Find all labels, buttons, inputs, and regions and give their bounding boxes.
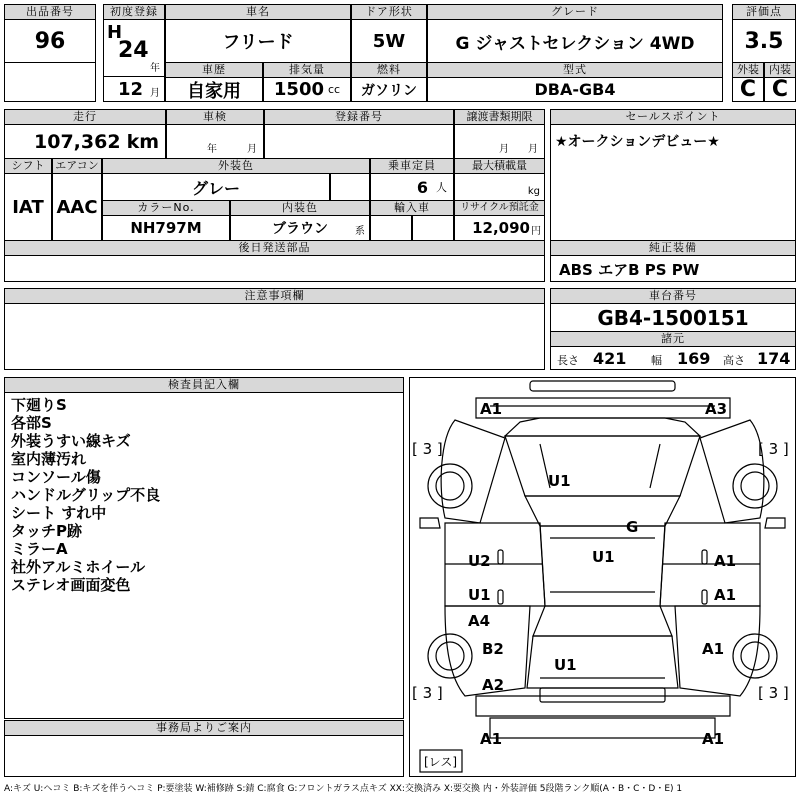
damage-right-front-door: A1 [714,552,737,570]
inspector-note: タッチP跡 [11,522,82,540]
door-type-label: ドア形状 [351,4,427,20]
car-outline-diagram [410,378,795,776]
inspector-notes [4,392,404,719]
grade: G ジャストセレクション 4WD [427,19,723,63]
sales-point-label: セールスポイント [550,109,796,125]
exterior-color: グレー [102,173,330,201]
interior-grade-label: 内装 [764,62,796,78]
later-parts-label: 後日発送部品 [4,240,545,256]
length-label: 長さ [557,354,579,367]
damage-left-rear-corner: A2 [482,676,505,694]
shift: IAT [4,173,52,241]
inspection-year-unit: 年 [207,144,217,155]
shift-label: シフト [4,158,52,174]
exterior-color-blank [330,173,370,201]
notes-label: 注意事項欄 [4,288,545,304]
damage-roof: U1 [592,548,615,566]
first-registration-year-cell [103,19,165,77]
era: H [107,22,123,43]
notes [4,303,545,370]
damage-right-quarter: A1 [702,640,725,658]
damage-left-quarter: B2 [482,640,504,658]
car-name-label: 車名 [165,4,351,20]
registration-number [264,124,454,159]
damage-rear-right: A1 [702,730,725,748]
car-name: フリード [165,19,351,63]
inspection-cell [166,124,264,159]
tire-rear-left: [ 3 ] [412,684,443,702]
spare-tire: [レス] [424,755,458,769]
capacity: 6 [416,177,428,197]
inspector-note: 下廻りS [11,396,67,414]
specs-label: 諸元 [550,331,796,347]
fuel: ガソリン [351,77,427,102]
inspector-note: ハンドルグリップ不良 [11,486,161,504]
kg-unit: kg [527,186,540,197]
displacement-cell [263,77,351,102]
door-type: 5W [351,19,427,63]
first-registration-label: 初度登録 [103,4,165,20]
exterior-grade: C [732,77,764,102]
registration-year: 24 [118,38,149,63]
damage-left-front-door: U2 [468,552,491,570]
inspector-notes-label: 検査員記入欄 [4,377,404,393]
height-label: 高さ [723,354,745,367]
tire-front-right: [ 3 ] [758,440,789,458]
width: 169 [677,349,711,368]
displacement-label: 排気量 [263,62,351,78]
model-code-label: 型式 [427,62,723,78]
first-registration-month-cell [103,76,165,102]
inspector-note: 外装うすい線キズ [11,432,131,450]
damage-right-rear-door: A1 [714,586,737,604]
cc-unit: cc [328,83,341,96]
registration-number-label: 登録番号 [264,109,454,125]
recycle-fee: 12,090 [472,219,530,237]
score-label: 評価点 [732,4,796,20]
damage-back-door: U1 [554,656,577,674]
aircon-label: エアコン [52,158,102,174]
history: 自家用 [165,77,263,102]
lot-number: 96 [4,19,96,63]
color-no: NH797M [102,215,230,241]
inspector-note: ステレオ画面変色 [11,576,131,594]
model-code: DBA-GB4 [427,77,723,102]
aircon: AAC [52,173,102,241]
damage-hood: U1 [548,472,571,490]
office-info-label: 事務局よりご案内 [4,720,404,736]
grade-label: グレード [427,4,723,20]
sales-point-box [550,124,796,241]
import-cell-1 [370,215,412,241]
registration-month: 12 [118,79,144,100]
length: 421 [593,349,627,368]
recycle-fee-label: リサイクル預託金 [454,200,545,216]
height: 174 [757,349,791,368]
damage-code-legend: A:キズ U:ヘコミ B:キズを伴うヘコミ P:要塗装 W:補修跡 S:錆 C:腐食 G:フロントガラス点キズ XX:交換済み X:要交換 内・外装評価 5段階ランク順(A・B・C・D・E) 1 [4,784,683,794]
import-label: 輸入車 [370,200,454,216]
capacity-cell [370,173,454,201]
fuel-label: 燃料 [351,62,427,78]
interior-color-cell [230,215,370,241]
tire-rear-right: [ 3 ] [758,684,789,702]
inspector-note: コンソール傷 [11,468,101,486]
month-unit: 月 [150,88,160,99]
yen-unit: 円 [531,226,541,237]
damage-diagram [409,377,796,777]
damage-left-rear-lower: A4 [468,612,491,630]
max-load-label: 最大積載量 [454,158,545,174]
inspector-note: ミラーA [11,540,68,558]
history-label: 車歴 [165,62,263,78]
inspector-note: シート すれ中 [11,504,107,522]
exterior-color-label: 外装色 [102,158,370,174]
kei-unit: 系 [355,226,365,237]
deadline-month-unit: 月 [528,144,538,155]
inspector-note: 各部S [11,414,52,432]
recycle-fee-cell [454,215,545,241]
max-load-cell [454,173,545,201]
import-cell-2 [412,215,454,241]
width-label: 幅 [651,354,662,367]
damage-windshield: G [626,518,639,536]
mileage-label: 走行 [4,109,166,125]
interior-color: ブラウン [272,221,328,237]
transfer-deadline-cell [454,124,545,159]
office-info [4,735,404,777]
tire-front-left: [ 3 ] [412,440,443,458]
mileage: 107,362 [34,130,121,153]
displacement: 1500 [273,79,324,100]
lot-number-blank [4,62,96,102]
color-no-label: カラーNo. [102,200,230,216]
deadline-day-unit: 月 [499,144,509,155]
person-unit: 人 [436,181,447,194]
mileage-cell [4,124,166,159]
inspection-label: 車検 [166,109,264,125]
damage-front-left: A1 [480,400,503,418]
inspector-note: 室内薄汚れ [11,450,87,468]
damage-rear-left: A1 [480,730,503,748]
later-parts [4,255,545,282]
inspection-month-unit: 月 [247,144,257,155]
sales-point: ★オークションデビュー★ [555,134,720,150]
interior-color-label: 内装色 [230,200,370,216]
score: 3.5 [732,19,796,63]
genuine-equipment: ABS エアB PS PW [550,255,796,282]
exterior-grade-label: 外装 [732,62,764,78]
specs-cell [550,346,796,370]
chassis-number: GB4-1500151 [550,303,796,332]
km-unit: km [126,130,159,153]
capacity-label: 乗車定員 [370,158,454,174]
year-unit: 年 [150,63,160,74]
inspector-note: 社外アルミホイール [11,558,146,576]
damage-front-right: A3 [705,400,728,418]
lot-number-label: 出品番号 [4,4,96,20]
genuine-equipment-label: 純正装備 [550,240,796,256]
interior-grade: C [764,77,796,102]
chassis-number-label: 車台番号 [550,288,796,304]
transfer-deadline-label: 譲渡書類期限 [454,109,545,125]
damage-left-rear-door: U1 [468,586,491,604]
